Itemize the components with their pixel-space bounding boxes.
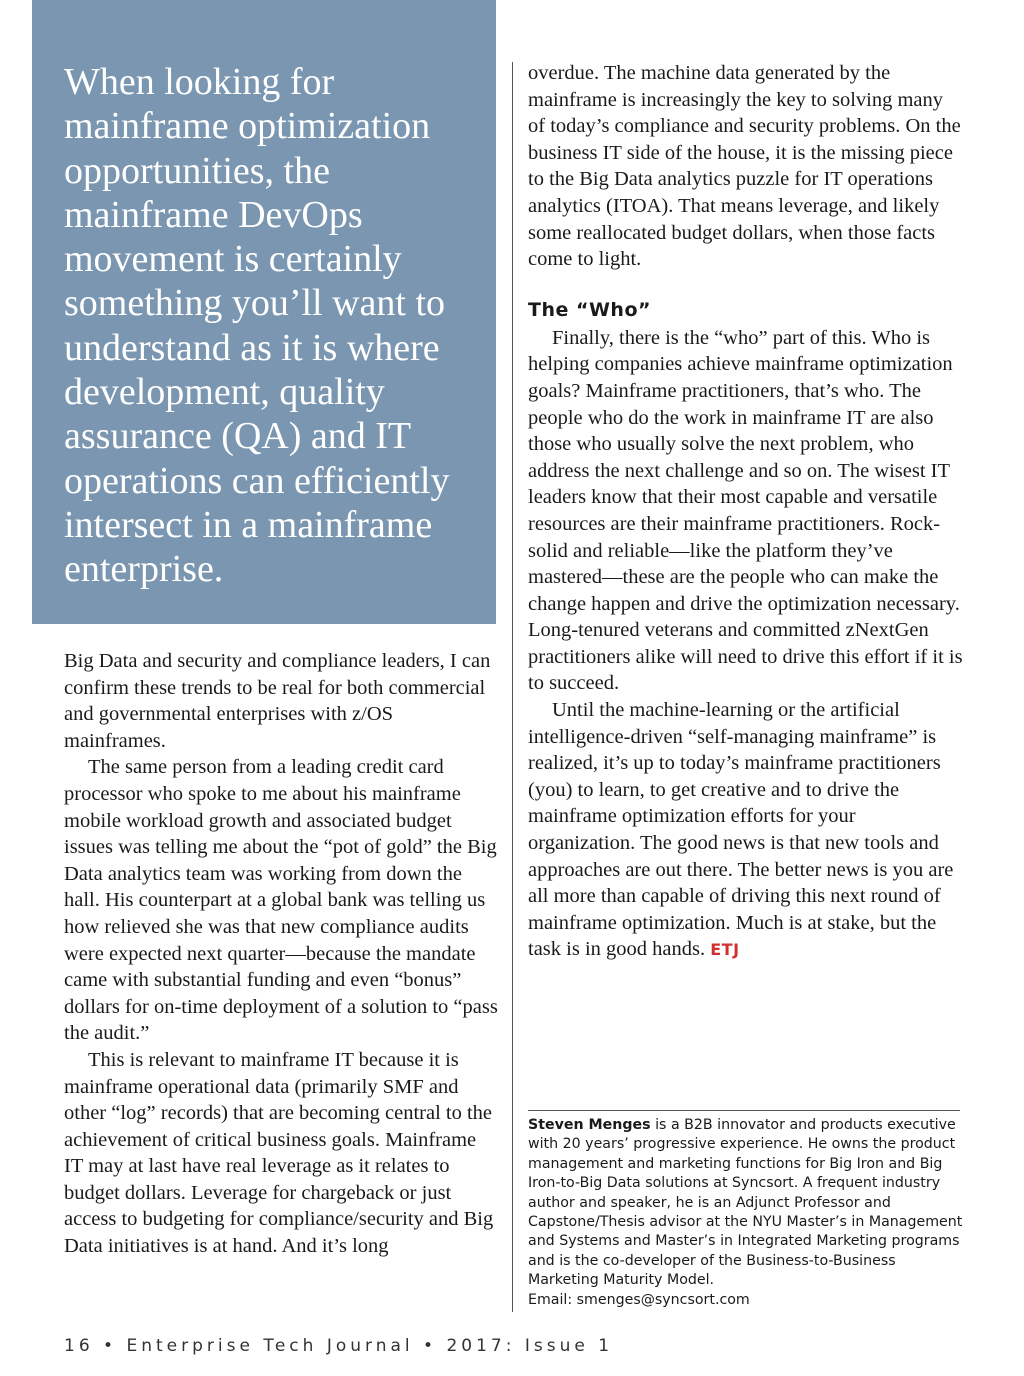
paragraph bbox=[528, 697, 964, 964]
publication-name: Enterprise Tech Journal bbox=[126, 1336, 414, 1356]
author-email: Email: smenges@syncsort.com bbox=[528, 1291, 750, 1308]
footer-bullet: • bbox=[103, 1336, 118, 1356]
paragraph: Finally, there is the “who” part of this. Who is helping companies achieve mainframe optimization goals? Mainframe practitioners, that’s who. The people who do the work in mainframe IT are also those who usually solve the next problem, who address the next challenge and so on. The wisest IT leaders know that their most capable and versatile resources are their mainframe practitioners. Rock-solid and reliable—like the platform they’ve mastered—these are the people who can make the change happen and drive the optimization necessary. Long-tenured veterans and committed zNextGen practitioners alike will need to drive this effort if it is to succeed. bbox=[528, 326, 963, 695]
end-mark: ETJ bbox=[710, 940, 740, 960]
left-column bbox=[64, 648, 500, 1260]
author-bio bbox=[528, 1116, 968, 1310]
paragraph: This is relevant to mainframe IT because it is mainframe operational data (primarily SMF and other “log” records) that are becoming central to the achievement of critical business goals. Mainframe IT may at last have real leverage as it relates to budget dollars. Leverage for chargeback or just access to budgeting for compliance/security and Big Data initiatives is at hand. And it’s long bbox=[64, 1048, 494, 1258]
page-number: 16 bbox=[64, 1336, 94, 1356]
page-footer bbox=[64, 1336, 613, 1356]
pull-quote-box bbox=[32, 0, 496, 624]
paragraph: overdue. The machine data generated by the mainframe is increasingly the key to solving many of today’s compliance and security problems. On the business IT side of the house, it is the missing piece to the Big Data analytics puzzle for IT operations analytics (ITOA). That means leverage, and likely some reallocated budget dollars, when those facts come to light. bbox=[528, 62, 961, 271]
bio-divider bbox=[528, 1110, 960, 1111]
paragraph: Big Data and security and compliance leaders, I can confirm these trends to be real for both commercial and governmental enterprises with z/OS mainframes. bbox=[64, 650, 491, 752]
right-column bbox=[528, 60, 964, 964]
paragraph-text: Until the machine-learning or the artificial intelligence-driven “self-managing mainframe” is realized, it’s up to today’s mainframe practitioners (you) to learn, to get creative and to drive the mainframe optimization efforts for your organization. The good news is that new tools and approaches are out there. The better news is you are all more than capable of driving this next round of mainframe optimization. Much is at stake, but the task is in good hands. bbox=[528, 699, 954, 961]
bio-text: is a B2B innovator and products executive with 20 years’ progressive experience. He owns the product management and marketing functions for Big Iron and Big Iron-to-Big Data solutions at Syncsort. A frequent industry author and speaker, he is an Adjunct Professor and Capstone/Thesis advisor at the NYU Master’s in Management and Systems and Master’s in Integrated Marketing programs and is the co-developer of the Business-to-Business Marketing Maturity Model. bbox=[528, 1117, 963, 1289]
author-name: Steven Menges bbox=[528, 1117, 651, 1133]
footer-bullet: • bbox=[423, 1336, 438, 1356]
pull-quote-text: When looking for mainframe optimization opportunities, the mainframe DevOps movement is certainly something you’ll want to understand as it is where development, quality assurance (QA) and IT operations can efficiently intersect in a mainframe enterprise. bbox=[64, 61, 450, 591]
section-heading: The “Who” bbox=[528, 298, 651, 321]
paragraph: The same person from a leading credit card processor who spoke to me about his mainframe mobile workload growth and associated budget issues was telling me about the “pot of gold” the Big Data analytics team was working from down the hall. His counterpart at a global bank was telling us how relieved she was that new compliance audits were expected next quarter—because the mandate came with substantial funding and even “bonus” dollars for on-time deployment of a solution to “pass the audit.” bbox=[64, 756, 498, 1045]
issue-label: 2017: Issue 1 bbox=[446, 1336, 614, 1356]
column-divider bbox=[512, 62, 513, 1312]
